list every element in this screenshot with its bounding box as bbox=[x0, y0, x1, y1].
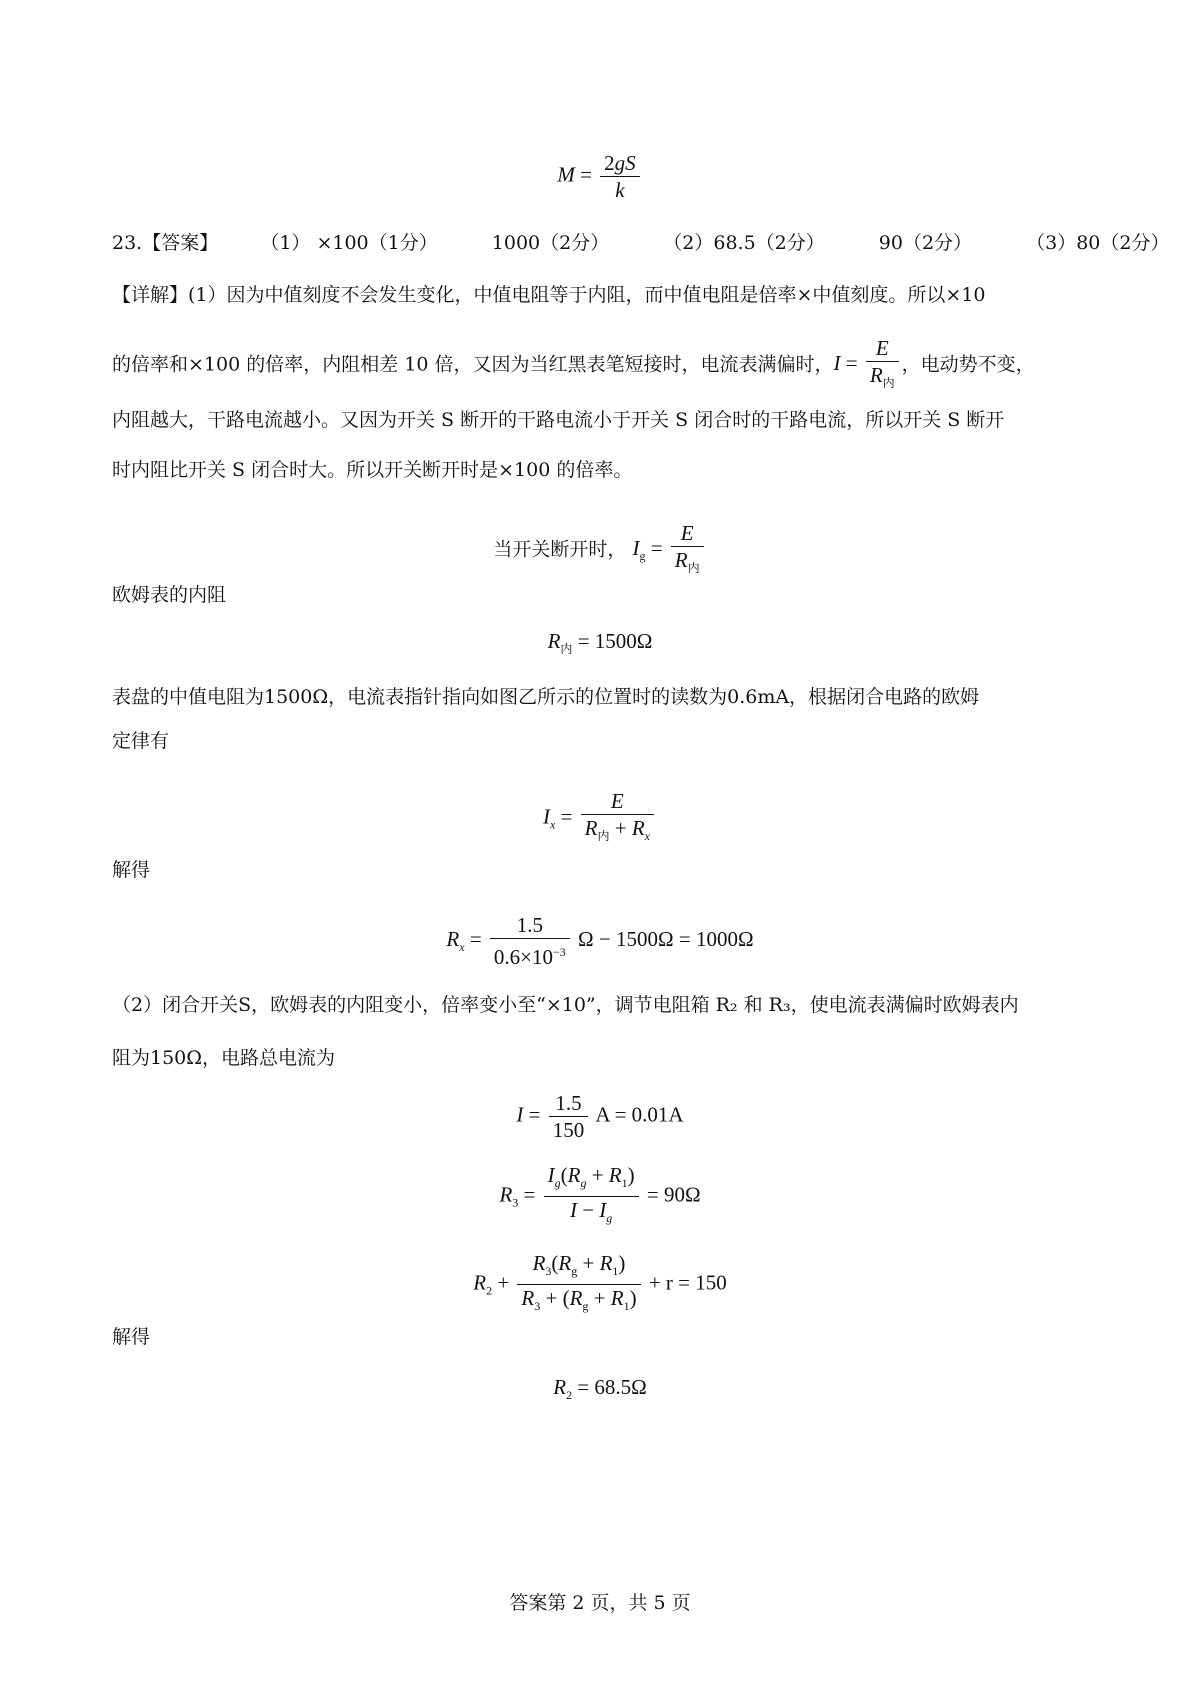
formula-mass: M = $\frac{2gS}{k}$ bbox=[0, 150, 1200, 203]
detail-line-1: 【详解】(1）因为中值刻度不会发生变化，中值电阻等于内阻，而中值电阻是倍率×中值刻度。所以×10 bbox=[112, 284, 986, 306]
formula-ix: $I_x$ = $\frac{E}{R_内 + R_x}$ bbox=[0, 788, 1200, 849]
formula-total-current: I = $\frac{1.5}{150}$ A = 0.01A bbox=[516, 1091, 684, 1142]
dial-line-1: 表盘的中值电阻为1500Ω，电流表指针指向如图乙所示的位置时的读数为0.6mA，根据闭合电路的欧姆 bbox=[112, 686, 980, 708]
formula-r-internal: $R_内 = 1500\Omega$ bbox=[547, 629, 653, 657]
page-footer: 答案第 2 页，共 5 页 bbox=[509, 1592, 691, 1614]
q23-answer-line bbox=[112, 228, 1170, 258]
formula-r2-result: $R_2 = 68.5\Omega$ bbox=[553, 1375, 647, 1403]
formula-r3: $R_3$ = $\frac{I_g(R_g + R_1)}{I - I_g}$ = 90Ω bbox=[499, 1163, 701, 1226]
formula-ig: 当开关断开时， $I_g$ = $\frac{E}{R_内}$ bbox=[0, 520, 1200, 581]
q23-part-1: （1） ×100（1分） bbox=[260, 232, 438, 254]
q23-part-5: （3）80（2分） bbox=[1026, 232, 1170, 254]
detail-line-2: 的倍率和×100 的倍率，内阻相差 10 倍，又因为当红黑表笔短接时，电流表满偏时，I = $\frac{E}{R_内}$ ，电动势不变， bbox=[112, 336, 1035, 391]
internal-resistance-label: 欧姆表的内阻 bbox=[112, 584, 227, 606]
q23-part-3: （2）68.5（2分） bbox=[663, 232, 825, 254]
solve-label-2: 解得 bbox=[112, 1326, 151, 1348]
formula-rx: $R_x$ = $\frac{1.5}{0.6\times 10^{-3}}$ Ω − 1500Ω = 1000Ω bbox=[446, 913, 754, 969]
solve-label-1: 解得 bbox=[112, 859, 151, 881]
detail-line-3: 内阻越大，干路电流越小。又因为开关 S 断开的干路电流小于开关 S 闭合时的干路电流，所以开关 S 断开 bbox=[112, 409, 1005, 431]
formula-r2-equation: $R_2$ + $\frac{R_3(R_g + R_1)}{R_3 + (R_g + R_1)}$ + r = 150 bbox=[473, 1251, 727, 1314]
dial-line-2: 定律有 bbox=[112, 730, 170, 752]
detail-line-4: 时内阻比开关 S 闭合时大。所以开关断开时是×100 的倍率。 bbox=[112, 459, 633, 481]
part2-line-2: 阻为150Ω，电路总电流为 bbox=[112, 1047, 336, 1069]
q23-label: 23.【答案】 bbox=[112, 232, 219, 254]
q23-part-2: 1000（2分） bbox=[491, 232, 610, 254]
part2-line-1: （2）闭合开关S，欧姆表的内阻变小，倍率变小至“×10”，调节电阻箱 R₂ 和 R₃，使电流表满偏时欧姆表内 bbox=[112, 994, 1019, 1016]
q23-part-4: 90（2分） bbox=[878, 232, 973, 254]
